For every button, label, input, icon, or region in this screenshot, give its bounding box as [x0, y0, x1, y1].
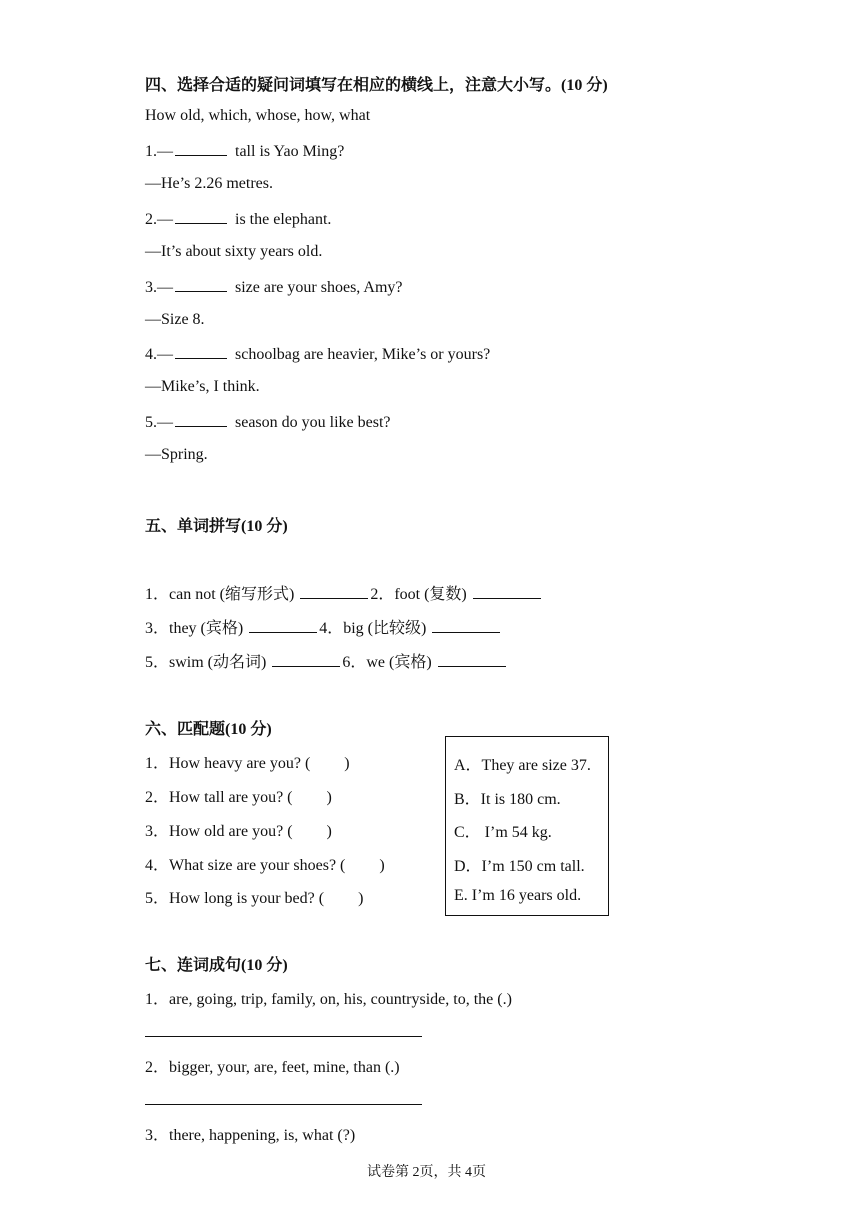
answer-blank[interactable] — [175, 412, 227, 427]
answer-text: —Mike’s, I think. — [145, 378, 260, 395]
section-7-heading: 七、连词成句(10 分) — [145, 957, 288, 974]
question-row — [145, 412, 391, 432]
match-question-text: 2．How tall are you? ( — [145, 789, 293, 806]
match-question-text: 5．How long is your bed? ( — [145, 890, 325, 907]
match-question — [145, 852, 385, 875]
answer-text: —Spring. — [145, 446, 208, 463]
sentence-prompt: 3．there, happening, is, what (?) — [145, 1127, 356, 1144]
spelling-blank[interactable] — [249, 618, 317, 633]
question-number: 1.— — [145, 143, 173, 160]
spelling-prompt: 5．swim (动名词) — [145, 654, 267, 671]
match-question — [145, 818, 332, 841]
sentence-prompt: 2．bigger, your, are, feet, mine, than (.) — [145, 1059, 400, 1076]
question-row — [145, 344, 490, 364]
paren-close: ) — [326, 789, 332, 806]
word-bank: How old, which, whose, how, what — [145, 107, 371, 124]
answer-line[interactable] — [145, 1104, 422, 1105]
match-question — [145, 750, 350, 773]
spelling-row — [145, 615, 502, 638]
question-number: 4.— — [145, 346, 173, 363]
question-text: schoolbag are heavier, Mike’s or yours? — [235, 346, 491, 363]
answer-text: —He’s 2.26 metres. — [145, 175, 273, 192]
page-footer: 试卷第 2页，共 4页 — [367, 1165, 486, 1180]
spelling-prompt: 6．we (宾格) — [342, 654, 432, 671]
question-text: season do you like best? — [235, 414, 391, 431]
spelling-blank[interactable] — [432, 618, 500, 633]
question-number: 3.— — [145, 279, 173, 296]
paren-close: ) — [326, 823, 332, 840]
question-row — [145, 209, 331, 229]
question-row — [145, 141, 344, 161]
section-4-heading: 四、选择合适的疑问词填写在相应的横线上，注意大小写。(10 分) — [145, 77, 608, 94]
spelling-row — [145, 581, 543, 604]
question-text: tall is Yao Ming? — [235, 143, 345, 160]
answer-text: —Size 8. — [145, 311, 205, 328]
match-question — [145, 784, 332, 807]
answer-blank[interactable] — [175, 277, 227, 292]
spelling-prompt: 4．big (比较级) — [319, 620, 427, 637]
paren-close: ) — [358, 890, 364, 907]
paren-close: ) — [344, 755, 350, 772]
answer-line[interactable] — [145, 1036, 422, 1037]
match-question-text: 3．How old are you? ( — [145, 823, 293, 840]
question-row — [145, 277, 403, 297]
section-6-heading: 六、匹配题(10 分) — [145, 721, 272, 738]
spelling-row — [145, 649, 508, 672]
match-option: C． I’m 54 kg. — [454, 824, 552, 841]
spelling-blank[interactable] — [272, 652, 340, 667]
match-option: D．I’m 150 cm tall. — [454, 858, 585, 875]
spelling-blank[interactable] — [300, 584, 368, 599]
match-option: A．They are size 37. — [454, 757, 591, 774]
match-question-text: 1．How heavy are you? ( — [145, 755, 311, 772]
match-question-text: 4．What size are your shoes? ( — [145, 857, 346, 874]
question-number: 2.— — [145, 211, 173, 228]
spelling-prompt: 2．foot (复数) — [370, 586, 467, 603]
spelling-prompt: 3．they (宾格) — [145, 620, 244, 637]
question-text: size are your shoes, Amy? — [235, 279, 403, 296]
answer-text: —It’s about sixty years old. — [145, 243, 323, 260]
match-option: B．It is 180 cm. — [454, 791, 561, 808]
question-text: is the elephant. — [235, 211, 332, 228]
answer-blank[interactable] — [175, 344, 227, 359]
match-question — [145, 885, 363, 908]
section-5-heading: 五、单词拼写(10 分) — [145, 518, 288, 535]
answer-blank[interactable] — [175, 209, 227, 224]
spelling-prompt: 1．can not (缩写形式) — [145, 586, 295, 603]
sentence-prompt: 1．are, going, trip, family, on, his, countryside, to, the (.) — [145, 991, 512, 1008]
paren-close: ) — [379, 857, 385, 874]
answer-blank[interactable] — [175, 141, 227, 156]
match-option: E. I’m 16 years old. — [454, 887, 582, 904]
spelling-blank[interactable] — [473, 584, 541, 599]
question-number: 5.— — [145, 414, 173, 431]
spelling-blank[interactable] — [438, 652, 506, 667]
